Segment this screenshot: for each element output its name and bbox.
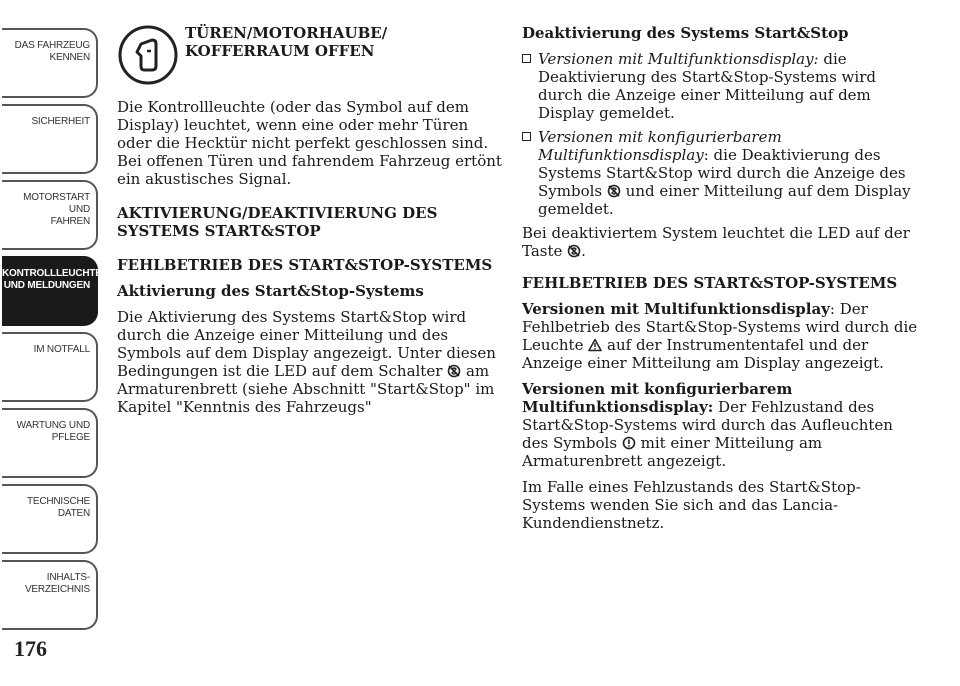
door-open-warning-icon xyxy=(117,24,179,86)
tab-inhaltsverzeichnis[interactable]: INHALTS- VERZEICHNIS xyxy=(2,560,98,630)
subheading-activation: Aktivierung des Start&Stop-Systems xyxy=(117,282,424,300)
fault-multifunction-text: Versionen mit Multifunktionsdisplay: Der Fehlbetrieb des Start&Stop-Systems wird durch die Leuchte auf der Instrumententafel und der Anzeige einer Mitteilung am Display angezeigt. xyxy=(522,300,918,372)
tab-das-fahrzeug-kennen[interactable]: DAS FAHRZEUG KENNEN xyxy=(2,28,98,98)
activation-text: Die Aktivierung des Systems Start&Stop wird durch die Anzeige einer Mitteilung und des Symbols auf dem Display angezeigt. Unter diesen Bedingungen ist die LED auf dem Schalter am Armaturenbrett (siehe Abschnitt "Start&Stop" im Kapitel "Kenntnis des Fahrzeugs" xyxy=(117,308,496,416)
door-open-title: TÜREN/MOTORHAUBE/ KOFFERRAUM OFFEN xyxy=(185,24,388,60)
start-stop-off-icon xyxy=(607,184,621,198)
fault-configurable-text: Versionen mit konfigurierbarem Multifunktionsdisplay: Der Fehlzustand des Start&Stop-Systems wird durch das Aufleuchten des Symbols mit einer Mitteilung am Armaturenbrett angezeigt. xyxy=(522,380,893,470)
tab-motorstart-und-fahren[interactable]: MOTORSTART UND FAHREN xyxy=(2,180,98,250)
left-column xyxy=(117,98,502,424)
right-column xyxy=(522,24,922,540)
heading-fault-right: FEHLBETRIEB DES START&STOP-SYSTEMS xyxy=(522,274,898,292)
start-stop-off-icon xyxy=(447,364,461,378)
warning-triangle-icon xyxy=(588,338,602,352)
closing-text: Im Falle eines Fehlzustands des Start&Stop-Systems wenden Sie sich and das Lancia-Kundendienstnetz. xyxy=(522,478,861,532)
heading-fault-left: FEHLBETRIEB DES START&STOP-SYSTEMS xyxy=(117,256,493,274)
tab-kontrollleuchten-und-meldungen[interactable]: KONTROLLLEUCHTEN UND MELDUNGEN xyxy=(2,256,98,326)
bullet-configurable-display: Versionen mit konfigurierbarem Multifunktionsdisplay: die Deaktivierung des Systems Start&Stop wird durch die Anzeige des Symbols und einer Mitteilung auf dem Display gemeldet. xyxy=(522,128,922,218)
led-text: Bei deaktiviertem System leuchtet die LED auf der Taste . xyxy=(522,224,910,260)
tab-wartung-und-pflege[interactable]: WARTUNG UND PFLEGE xyxy=(2,408,98,478)
page-number: 176 xyxy=(14,636,47,661)
tab-sicherheit[interactable]: SICHERHEIT xyxy=(2,104,98,174)
bullet-multifunction-display: Versionen mit Multifunktionsdisplay: die Deaktivierung des Start&Stop-Systems wird durch die Anzeige einer Mitteilung auf dem Display gemeldet. xyxy=(522,50,922,122)
tab-im-notfall[interactable]: IM NOTFALL xyxy=(2,332,98,402)
tab-technische-daten[interactable]: TECHNISCHE DATEN xyxy=(2,484,98,554)
heading-activation-deactivation: AKTIVIERUNG/DEAKTIVIERUNG DES SYSTEMS START&STOP xyxy=(117,204,438,240)
start-stop-fault-icon xyxy=(622,436,636,450)
start-stop-off-icon xyxy=(567,244,581,258)
checkbox-bullet-icon xyxy=(522,132,531,141)
checkbox-bullet-icon xyxy=(522,54,531,63)
door-open-text: Die Kontrollleuchte (oder das Symbol auf dem Display) leuchtet, wenn eine oder mehr Türen oder die Hecktür nicht perfekt geschlossen sind. Bei offenen Türen und fahrendem Fahrzeug ertönt ein akustisches Signal. xyxy=(117,98,502,188)
subheading-deactivation: Deaktivierung des Systems Start&Stop xyxy=(522,24,849,42)
